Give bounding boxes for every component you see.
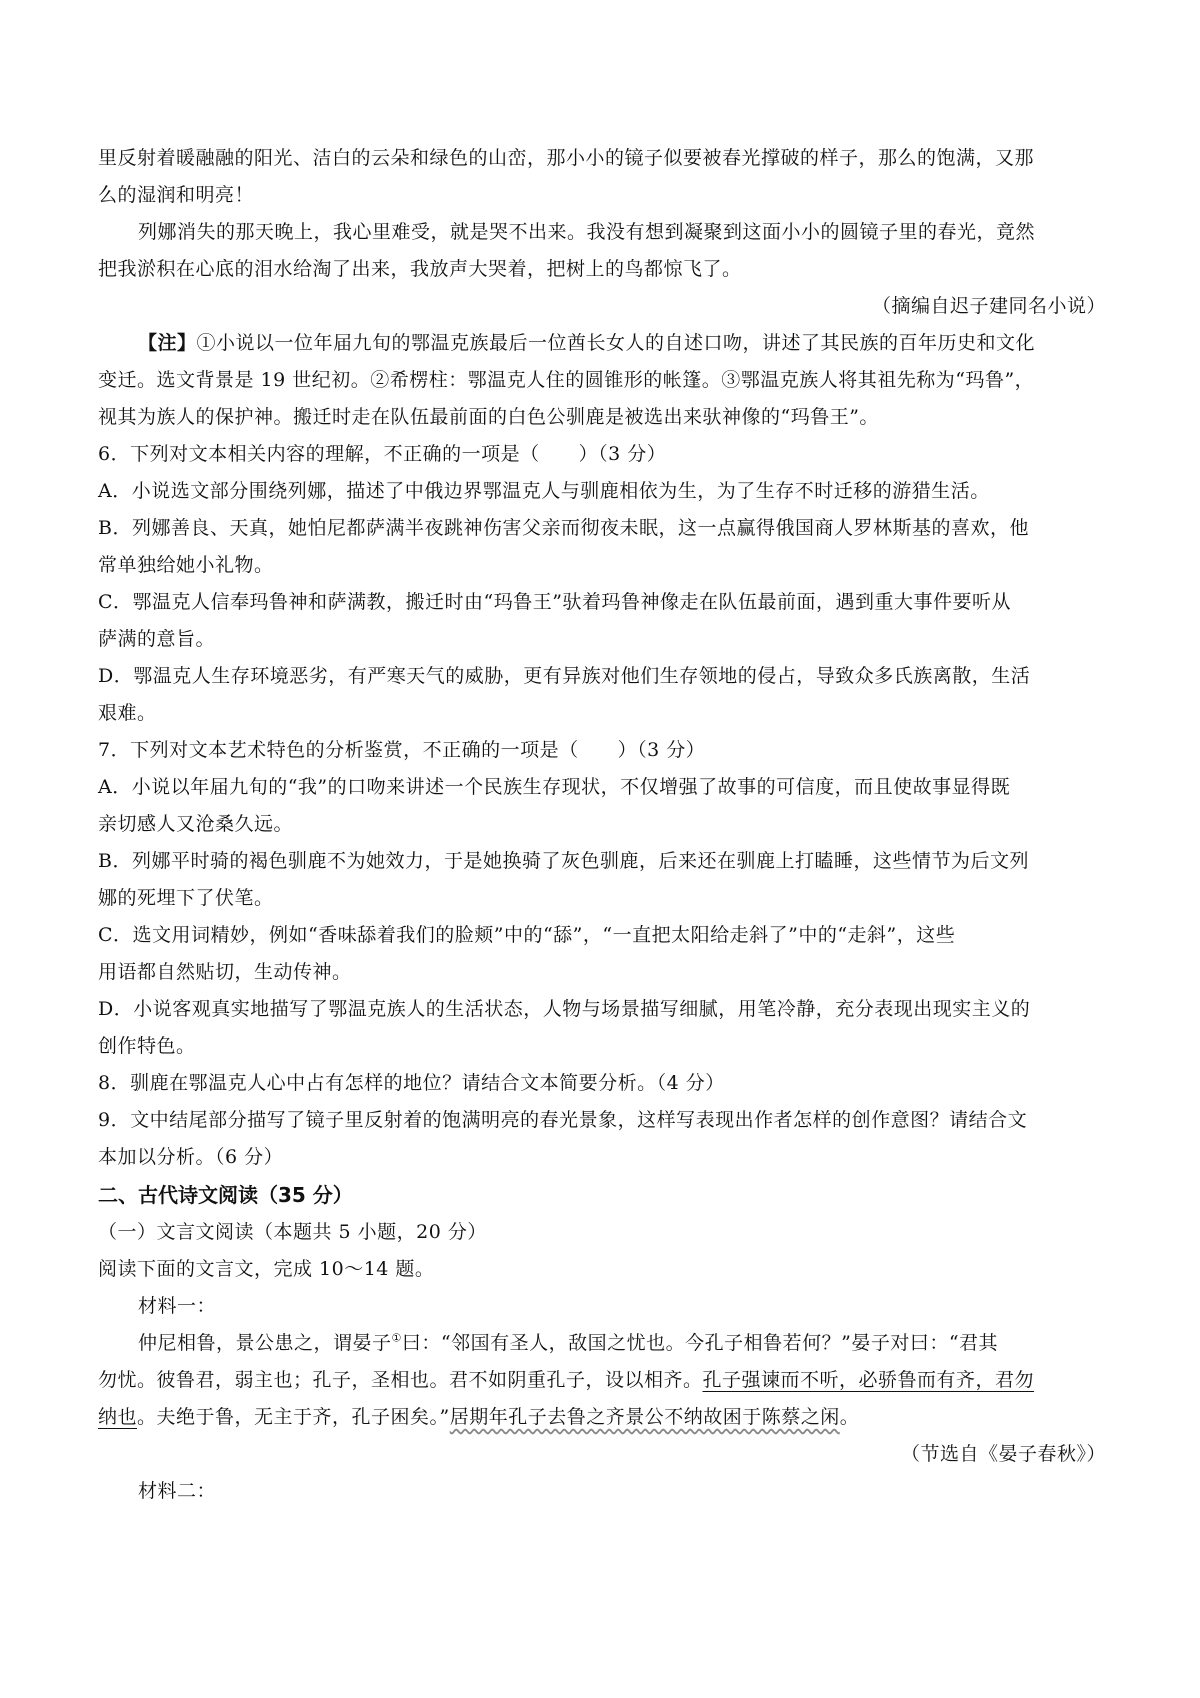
instruction: 阅读下面的文言文，完成 10～14 题。 (98, 1258, 435, 1280)
question-6-option-a: A．小说选文部分围绕列娜，描述了中俄边界鄂温克人与驯鹿相依为生，为了生存不时迁移的游猎生活。 (98, 480, 990, 502)
source-citation: （摘编自迟子建同名小说） (871, 295, 1106, 317)
paragraph-line: 把我淤积在心底的泪水给淘了出来，我放声大哭着，把树上的鸟都惊飞了。 (98, 258, 742, 280)
footnote-marker: ① (391, 1331, 402, 1345)
question-7-option-c: C．选文用词精妙，例如“香味舔着我们的脸颊”中的“舔”，“一直把太阳给走斜了”中的“走斜”，这些 (98, 924, 956, 946)
question-6-stem: 6．下列对文本相关内容的理解，不正确的一项是（ ）（3 分） (98, 443, 667, 465)
question-7-option-a-cont: 亲切感人又沧桑久远。 (98, 813, 294, 835)
note-text: ①小说以一位年届九旬的鄂温克族最后一位酋长女人的自述口吻，讲述了其民族的百年历史和文化 (196, 332, 1036, 354)
classical-text: 。夫绝于鲁，无主于齐，孔子困矣。” (137, 1406, 450, 1428)
subsection-title: （一）文言文阅读（本题共 5 小题，20 分） (98, 1221, 487, 1243)
note-label: 【注】 (138, 332, 197, 354)
paragraph-line: 么的湿润和明亮！ (98, 184, 255, 206)
question-9-cont: 本加以分析。（6 分） (98, 1146, 284, 1168)
classical-text: 勿忧。彼鲁君，弱主也；孔子，圣相也。君不如阴重孔子，设以相齐。 (98, 1369, 703, 1391)
section-title: 二、古代诗文阅读（35 分） (98, 1183, 353, 1207)
paragraph-line: 里反射着暖融融的阳光、洁白的云朵和绿色的山峦，那小小的镜子似要被春光撑破的样子，那么的饱满，又那 (98, 147, 1035, 169)
material-1-label: 材料一： (138, 1295, 217, 1317)
question-7-option-b-cont: 娜的死埋下了伏笔。 (98, 887, 274, 909)
question-7-option-b: B．列娜平时骑的褐色驯鹿不为她效力，于是她换骑了灰色驯鹿，后来还在驯鹿上打瞌睡，这些情节为后文列 (98, 850, 1029, 872)
question-7-option-d-cont: 创作特色。 (98, 1035, 196, 1057)
classical-text: 。 (839, 1406, 860, 1428)
question-7-stem: 7．下列对文本艺术特色的分析鉴赏，不正确的一项是（ ）（3 分） (98, 739, 706, 761)
question-8: 8．驯鹿在鄂温克人心中占有怎样的地位？请结合文本简要分析。（4 分） (98, 1072, 725, 1094)
question-7-option-c-cont: 用语都自然贴切，生动传神。 (98, 961, 352, 983)
question-7-option-a: A．小说以年届九旬的“我”的口吻来讲述一个民族生存现状，不仅增强了故事的可信度，而且使故事显得既 (98, 776, 1011, 798)
document-page (98, 140, 1110, 1510)
paragraph-line: 列娜消失的那天晚上，我心里难受，就是哭不出来。我没有想到凝聚到这面小小的圆镜子里的春光，竟然 (138, 221, 1036, 243)
classical-text: 仲尼相鲁，景公患之，谓晏子 (138, 1332, 392, 1354)
underlined-sentence: 纳也 (98, 1406, 138, 1428)
classical-text-line (98, 1325, 1110, 1362)
question-6-option-d-cont: 艰难。 (98, 702, 157, 724)
underlined-sentence: 孔子强谏而不听，必骄鲁而有齐，君勿 (702, 1369, 1035, 1391)
material-2-label: 材料二： (138, 1480, 217, 1502)
classical-text-line (98, 1399, 1110, 1436)
question-6-option-c-cont: 萨满的意旨。 (98, 628, 216, 650)
wavy-underlined-sentence: 居期年孔子去鲁之齐景公不纳故困于陈蔡之闲 (449, 1406, 840, 1428)
question-6-option-b-cont: 常单独给她小礼物。 (98, 554, 274, 576)
question-6-option-b: B．列娜善良、天真，她怕尼都萨满半夜跳神伤害父亲而彻夜未眠，这一点赢得俄国商人罗林斯基的喜欢，他 (98, 517, 1029, 539)
question-6-option-d: D．鄂温克人生存环境恶劣，有严寒天气的威胁，更有异族对他们生存领地的侵占，导致众多氏族离散，生活 (98, 665, 1031, 687)
question-7-option-d: D．小说客观真实地描写了鄂温克族人的生活状态，人物与场景描写细腻，用笔冷静，充分表现出现实主义的 (98, 998, 1031, 1020)
note-line (98, 325, 1110, 362)
source-citation: （节选自《晏子春秋》） (900, 1443, 1106, 1465)
note-line: 变迁。选文背景是 19 世纪初。②希楞柱：鄂温克人住的圆锥形的帐篷。③鄂温克族人将其祖先称为“玛鲁”， (98, 369, 1035, 391)
question-9: 9．文中结尾部分描写了镜子里反射着的饱满明亮的春光景象，这样写表现出作者怎样的创作意图？请结合文 (98, 1109, 1028, 1131)
classical-text-line (98, 1362, 1110, 1399)
question-6-option-c: C．鄂温克人信奉玛鲁神和萨满教，搬迁时由“玛鲁王”驮着玛鲁神像走在队伍最前面，遇到重大事件要听从 (98, 591, 1011, 613)
note-line: 视其为族人的保护神。搬迁时走在队伍最前面的白色公驯鹿是被选出来驮神像的“玛鲁王”。 (98, 406, 879, 428)
classical-text: 曰：“邻国有圣人，敌国之忧也。今孔子相鲁若何？”晏子对曰：“君其 (401, 1332, 999, 1354)
